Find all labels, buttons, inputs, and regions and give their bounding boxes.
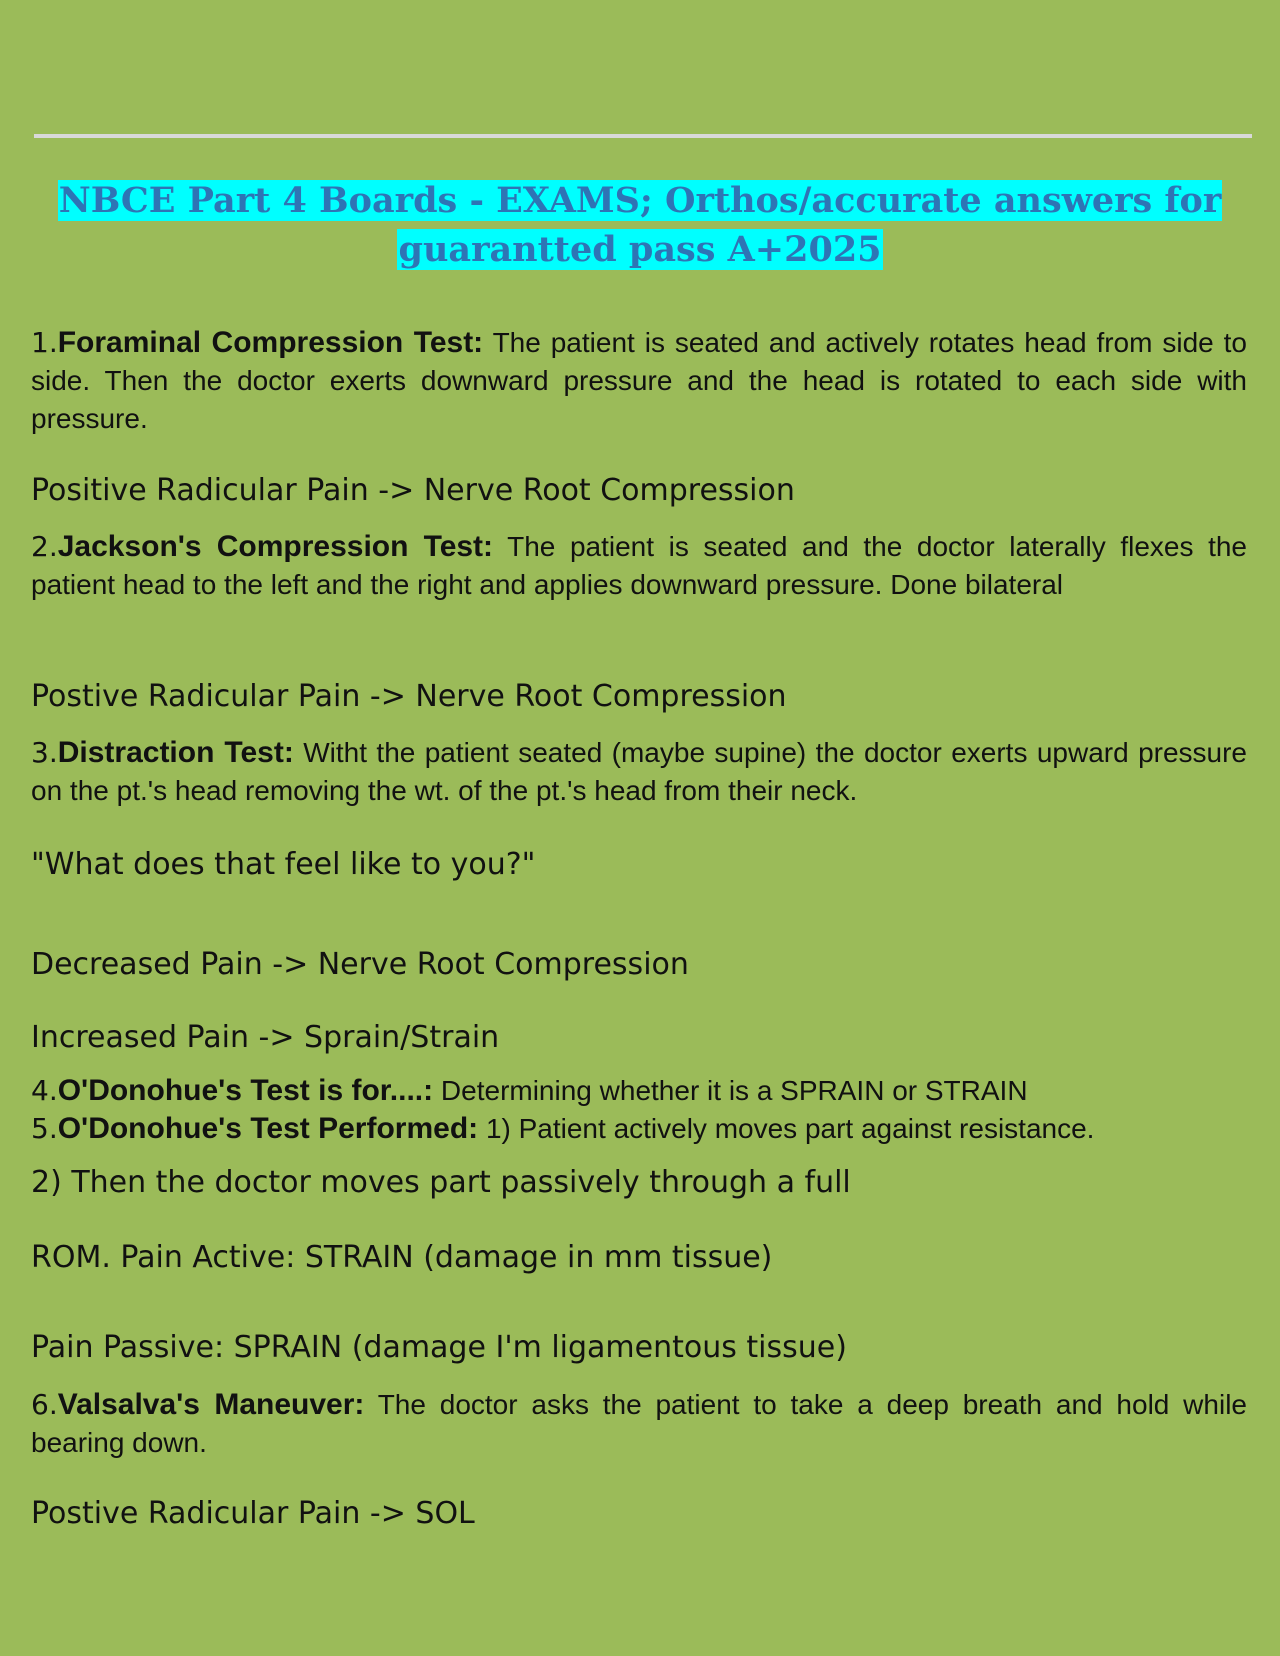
title-line-2: guarantted pass A+2025 bbox=[398, 229, 882, 270]
answer-note: 2) Then the doctor moves part passively through a full bbox=[31, 1165, 851, 1200]
question-term: Jackson's Compression Test: bbox=[57, 530, 494, 563]
question-term: Distraction Test: bbox=[57, 736, 294, 769]
question-definition: Determining whether it is a SPRAIN or STRAIN bbox=[440, 1075, 1028, 1106]
question-item-5 bbox=[31, 1110, 1247, 1148]
question-item-4 bbox=[31, 1072, 1247, 1110]
question-term: Valsalva's Maneuver: bbox=[57, 1388, 365, 1421]
answer-note: "What does that feel like to you?" bbox=[31, 847, 536, 882]
answer-note: ROM. Pain Active: STRAIN (damage in mm tissue) bbox=[31, 1240, 773, 1275]
question-term: O'Donohue's Test Performed: bbox=[57, 1112, 479, 1145]
answer-note: Positive Radicular Pain -> Nerve Root Compression bbox=[31, 473, 795, 508]
answer-note: Pain Passive: SPRAIN (damage I'm ligamentous tissue) bbox=[31, 1330, 847, 1365]
question-number: 6. bbox=[31, 1388, 58, 1421]
question-number: 3. bbox=[31, 736, 58, 769]
title-line-1: NBCE Part 4 Boards - EXAMS; Orthos/accurate answers for bbox=[58, 180, 1222, 221]
answer-note: Increased Pain -> Sprain/Strain bbox=[31, 1020, 500, 1055]
question-definition: The doctor asks the patient to take a deep breath and hold while bearing down. bbox=[31, 1389, 1247, 1458]
question-term: Foraminal Compression Test: bbox=[57, 326, 484, 359]
question-number: 2. bbox=[31, 530, 58, 563]
question-item-2 bbox=[31, 528, 1247, 604]
question-definition: 1) Patient actively moves part against resistance. bbox=[485, 1113, 1095, 1144]
answer-note: Postive Radicular Pain -> SOL bbox=[31, 1496, 475, 1531]
question-definition: The patient is seated and actively rotates head from side to side. Then the doctor exerts downward pressure and the head is rotated to each side with pressure. bbox=[31, 327, 1247, 434]
document-title bbox=[40, 176, 1240, 274]
question-item-3 bbox=[31, 734, 1247, 810]
question-number: 1. bbox=[31, 326, 58, 359]
question-definition: Witht the patient seated (maybe supine) the doctor exerts upward pressure on the pt.'s head removing the wt. of the pt.'s head from their neck. bbox=[31, 737, 1248, 806]
question-item-6 bbox=[31, 1386, 1247, 1462]
horizontal-rule bbox=[34, 134, 1252, 138]
question-number: 5. bbox=[31, 1112, 58, 1145]
question-number: 4. bbox=[31, 1074, 58, 1107]
question-definition: The patient is seated and the doctor laterally flexes the patient head to the left and the right and applies downward pressure. Done bilateral bbox=[31, 531, 1247, 600]
answer-note: Decreased Pain -> Nerve Root Compression bbox=[31, 947, 689, 982]
question-item-1 bbox=[31, 324, 1247, 438]
question-term: O'Donohue's Test is for....: bbox=[57, 1074, 434, 1107]
answer-note: Postive Radicular Pain -> Nerve Root Compression bbox=[31, 679, 787, 714]
